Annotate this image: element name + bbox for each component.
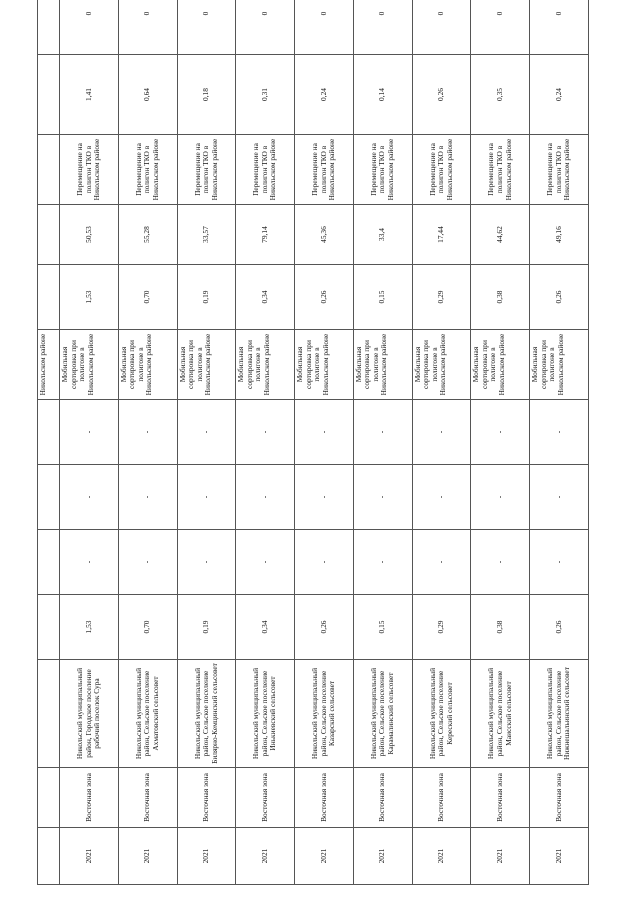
cell-zone: Восточная зона xyxy=(236,768,295,828)
cell-col5: - xyxy=(471,530,530,595)
cell-year: 2021 xyxy=(236,828,295,885)
cell-facility: Мобильная сортировка при полигоне в Никольском районе xyxy=(353,330,412,400)
cell-transport: Перемещение на полигон ТКО в Никольском районе xyxy=(60,135,119,205)
cell-volume: 1,53 xyxy=(60,595,119,660)
cell-mass-out: 0,24 xyxy=(530,55,589,135)
cell-transport: Перемещение на полигон ТКО в Никольском районе xyxy=(530,135,589,205)
cell-percent: 79,14 xyxy=(236,205,295,265)
cell-transport: Перемещение на полигон ТКО в Никольском районе xyxy=(412,135,471,205)
table-row xyxy=(353,0,412,885)
cell-last: 0 xyxy=(118,0,177,55)
cell-zone: Восточная зона xyxy=(295,768,354,828)
cell-percent: 44,62 xyxy=(471,205,530,265)
cell-col7: - xyxy=(295,400,354,465)
cell-last: 0 xyxy=(236,0,295,55)
cell-volume: 0,19 xyxy=(177,595,236,660)
cell-volume: 0,34 xyxy=(236,595,295,660)
table-row xyxy=(60,0,119,885)
cell-mass-out: 1,41 xyxy=(60,55,119,135)
cell-mass-sorted: 0,19 xyxy=(177,265,236,330)
cell-facility: Мобильная сортировка при полигоне в Никольском районе xyxy=(295,330,354,400)
cell-col7: - xyxy=(530,400,589,465)
cell-zone: Восточная зона xyxy=(412,768,471,828)
table-row xyxy=(471,0,530,885)
cell-mass-sorted: 0,26 xyxy=(295,265,354,330)
table-row xyxy=(236,0,295,885)
cell-col5: - xyxy=(60,530,119,595)
cell-zone: Восточная зона xyxy=(118,768,177,828)
cell-last: 0 xyxy=(471,0,530,55)
cell-settlement: Никольский муниципальный район, Сельское поселение Ахматовский сельсовет xyxy=(118,660,177,768)
cell-mass-out: 0,31 xyxy=(236,55,295,135)
cell-facility: Мобильная сортировка при полигоне в Никольском районе xyxy=(118,330,177,400)
cell-year: 2021 xyxy=(412,828,471,885)
table-row xyxy=(118,0,177,885)
waste-flow-table xyxy=(37,0,589,885)
cell-zone: Восточная зона xyxy=(60,768,119,828)
cell-last: 0 xyxy=(60,0,119,55)
cell-col6: - xyxy=(177,465,236,530)
cell-settlement: Никольский муниципальный район, Сельское поселение Билярно-Кемцинский сельсовет xyxy=(177,660,236,768)
cell-col5: - xyxy=(295,530,354,595)
cell-transport: Перемещение на полигон ТКО в Никольском районе xyxy=(353,135,412,205)
cell-percent: 17,44 xyxy=(412,205,471,265)
cell-mass-sorted: 0,15 xyxy=(353,265,412,330)
cell-facility: Мобильная сортировка при полигоне в Никольском районе xyxy=(236,330,295,400)
cell-zone: Восточная зона xyxy=(177,768,236,828)
cell-col7: - xyxy=(236,400,295,465)
table-row xyxy=(412,0,471,885)
cell-mass-sorted: 0,29 xyxy=(412,265,471,330)
cell-col5: - xyxy=(118,530,177,595)
cell-last: 0 xyxy=(177,0,236,55)
cell-volume: 0,38 xyxy=(471,595,530,660)
cell-mass-out: 0,18 xyxy=(177,55,236,135)
cell-last: 0 xyxy=(412,0,471,55)
cell-year: 2021 xyxy=(530,828,589,885)
cell-zone: Восточная зона xyxy=(471,768,530,828)
cell-mass-sorted: 1,53 xyxy=(60,265,119,330)
cell-col6: - xyxy=(412,465,471,530)
header-fragment-cell: Никольском районе xyxy=(38,330,60,400)
cell-mass-sorted: 0,38 xyxy=(471,265,530,330)
rotated-table-container xyxy=(37,11,589,885)
cell-year: 2021 xyxy=(118,828,177,885)
cell-percent: 49,16 xyxy=(530,205,589,265)
table-row xyxy=(177,0,236,885)
cell-percent: 33,4 xyxy=(353,205,412,265)
cell-percent: 33,57 xyxy=(177,205,236,265)
cell-last: 0 xyxy=(530,0,589,55)
cell-settlement: Никольский муниципальный район, Сельское поселение Маисский сельсовет xyxy=(471,660,530,768)
cell-mass-out: 0,14 xyxy=(353,55,412,135)
cell-volume: 0,26 xyxy=(295,595,354,660)
cell-transport: Перемещение на полигон ТКО в Никольском районе xyxy=(295,135,354,205)
cell-settlement: Никольский муниципальный район, Сельское поселение Карамалинский сельсовет xyxy=(353,660,412,768)
cell-transport: Перемещение на полигон ТКО в Никольском районе xyxy=(236,135,295,205)
cell-col7: - xyxy=(177,400,236,465)
cell-col6: - xyxy=(530,465,589,530)
cell-year: 2021 xyxy=(177,828,236,885)
cell-mass-sorted: 0,26 xyxy=(530,265,589,330)
cell-settlement: Никольский муниципальный район, Городское поселение рабочий поселок Сура xyxy=(60,660,119,768)
cell-col6: - xyxy=(471,465,530,530)
cell-facility: Мобильная сортировка при полигоне в Никольском районе xyxy=(177,330,236,400)
cell-volume: 0,15 xyxy=(353,595,412,660)
cell-volume: 0,70 xyxy=(118,595,177,660)
cell-mass-sorted: 0,34 xyxy=(236,265,295,330)
cell-zone: Восточная зона xyxy=(353,768,412,828)
cell-col7: - xyxy=(60,400,119,465)
cell-col6: - xyxy=(236,465,295,530)
cell-percent: 50,53 xyxy=(60,205,119,265)
cell-settlement: Никольский муниципальный район, Сельское поселение Нижнешальинский сельсовет xyxy=(530,660,589,768)
header-fragment-row xyxy=(38,0,60,885)
cell-col5: - xyxy=(236,530,295,595)
cell-mass-out: 0,26 xyxy=(412,55,471,135)
cell-facility: Мобильная сортировка при полигоне в Никольском районе xyxy=(60,330,119,400)
cell-col7: - xyxy=(412,400,471,465)
cell-settlement: Никольский муниципальный район, Сельское поселение Кереский сельсовет xyxy=(412,660,471,768)
cell-volume: 0,26 xyxy=(530,595,589,660)
cell-col5: - xyxy=(353,530,412,595)
cell-col7: - xyxy=(471,400,530,465)
cell-year: 2021 xyxy=(353,828,412,885)
cell-last: 0 xyxy=(295,0,354,55)
cell-settlement: Никольский муниципальный район, Сельское поселение Инькиевский сельсовет xyxy=(236,660,295,768)
cell-col6: - xyxy=(295,465,354,530)
cell-col5: - xyxy=(177,530,236,595)
cell-mass-out: 0,24 xyxy=(295,55,354,135)
table-row xyxy=(295,0,354,885)
cell-percent: 45,36 xyxy=(295,205,354,265)
cell-col5: - xyxy=(530,530,589,595)
cell-percent: 55,28 xyxy=(118,205,177,265)
cell-facility: Мобильная сортировка при полигоне в Никольском районе xyxy=(530,330,589,400)
cell-transport: Перемещение на полигон ТКО в Никольском районе xyxy=(118,135,177,205)
cell-mass-out: 0,35 xyxy=(471,55,530,135)
cell-year: 2021 xyxy=(295,828,354,885)
cell-year: 2021 xyxy=(60,828,119,885)
table-row xyxy=(530,0,589,885)
cell-col7: - xyxy=(353,400,412,465)
cell-col6: - xyxy=(353,465,412,530)
cell-zone: Восточная зона xyxy=(530,768,589,828)
cell-transport: Перемещение на полигон ТКО в Никольском районе xyxy=(471,135,530,205)
cell-last: 0 xyxy=(353,0,412,55)
cell-facility: Мобильная сортировка при полигоне в Никольском районе xyxy=(412,330,471,400)
cell-year: 2021 xyxy=(471,828,530,885)
cell-col5: - xyxy=(412,530,471,595)
cell-transport: Перемещение на полигон ТКО в Никольском районе xyxy=(177,135,236,205)
cell-facility: Мобильная сортировка при полигоне в Никольском районе xyxy=(471,330,530,400)
cell-settlement: Никольский муниципальный район, Сельское поселение Казарский сельсовет xyxy=(295,660,354,768)
cell-volume: 0,29 xyxy=(412,595,471,660)
cell-col6: - xyxy=(60,465,119,530)
cell-mass-out: 0,64 xyxy=(118,55,177,135)
cell-col7: - xyxy=(118,400,177,465)
cell-col6: - xyxy=(118,465,177,530)
cell-mass-sorted: 0,70 xyxy=(118,265,177,330)
